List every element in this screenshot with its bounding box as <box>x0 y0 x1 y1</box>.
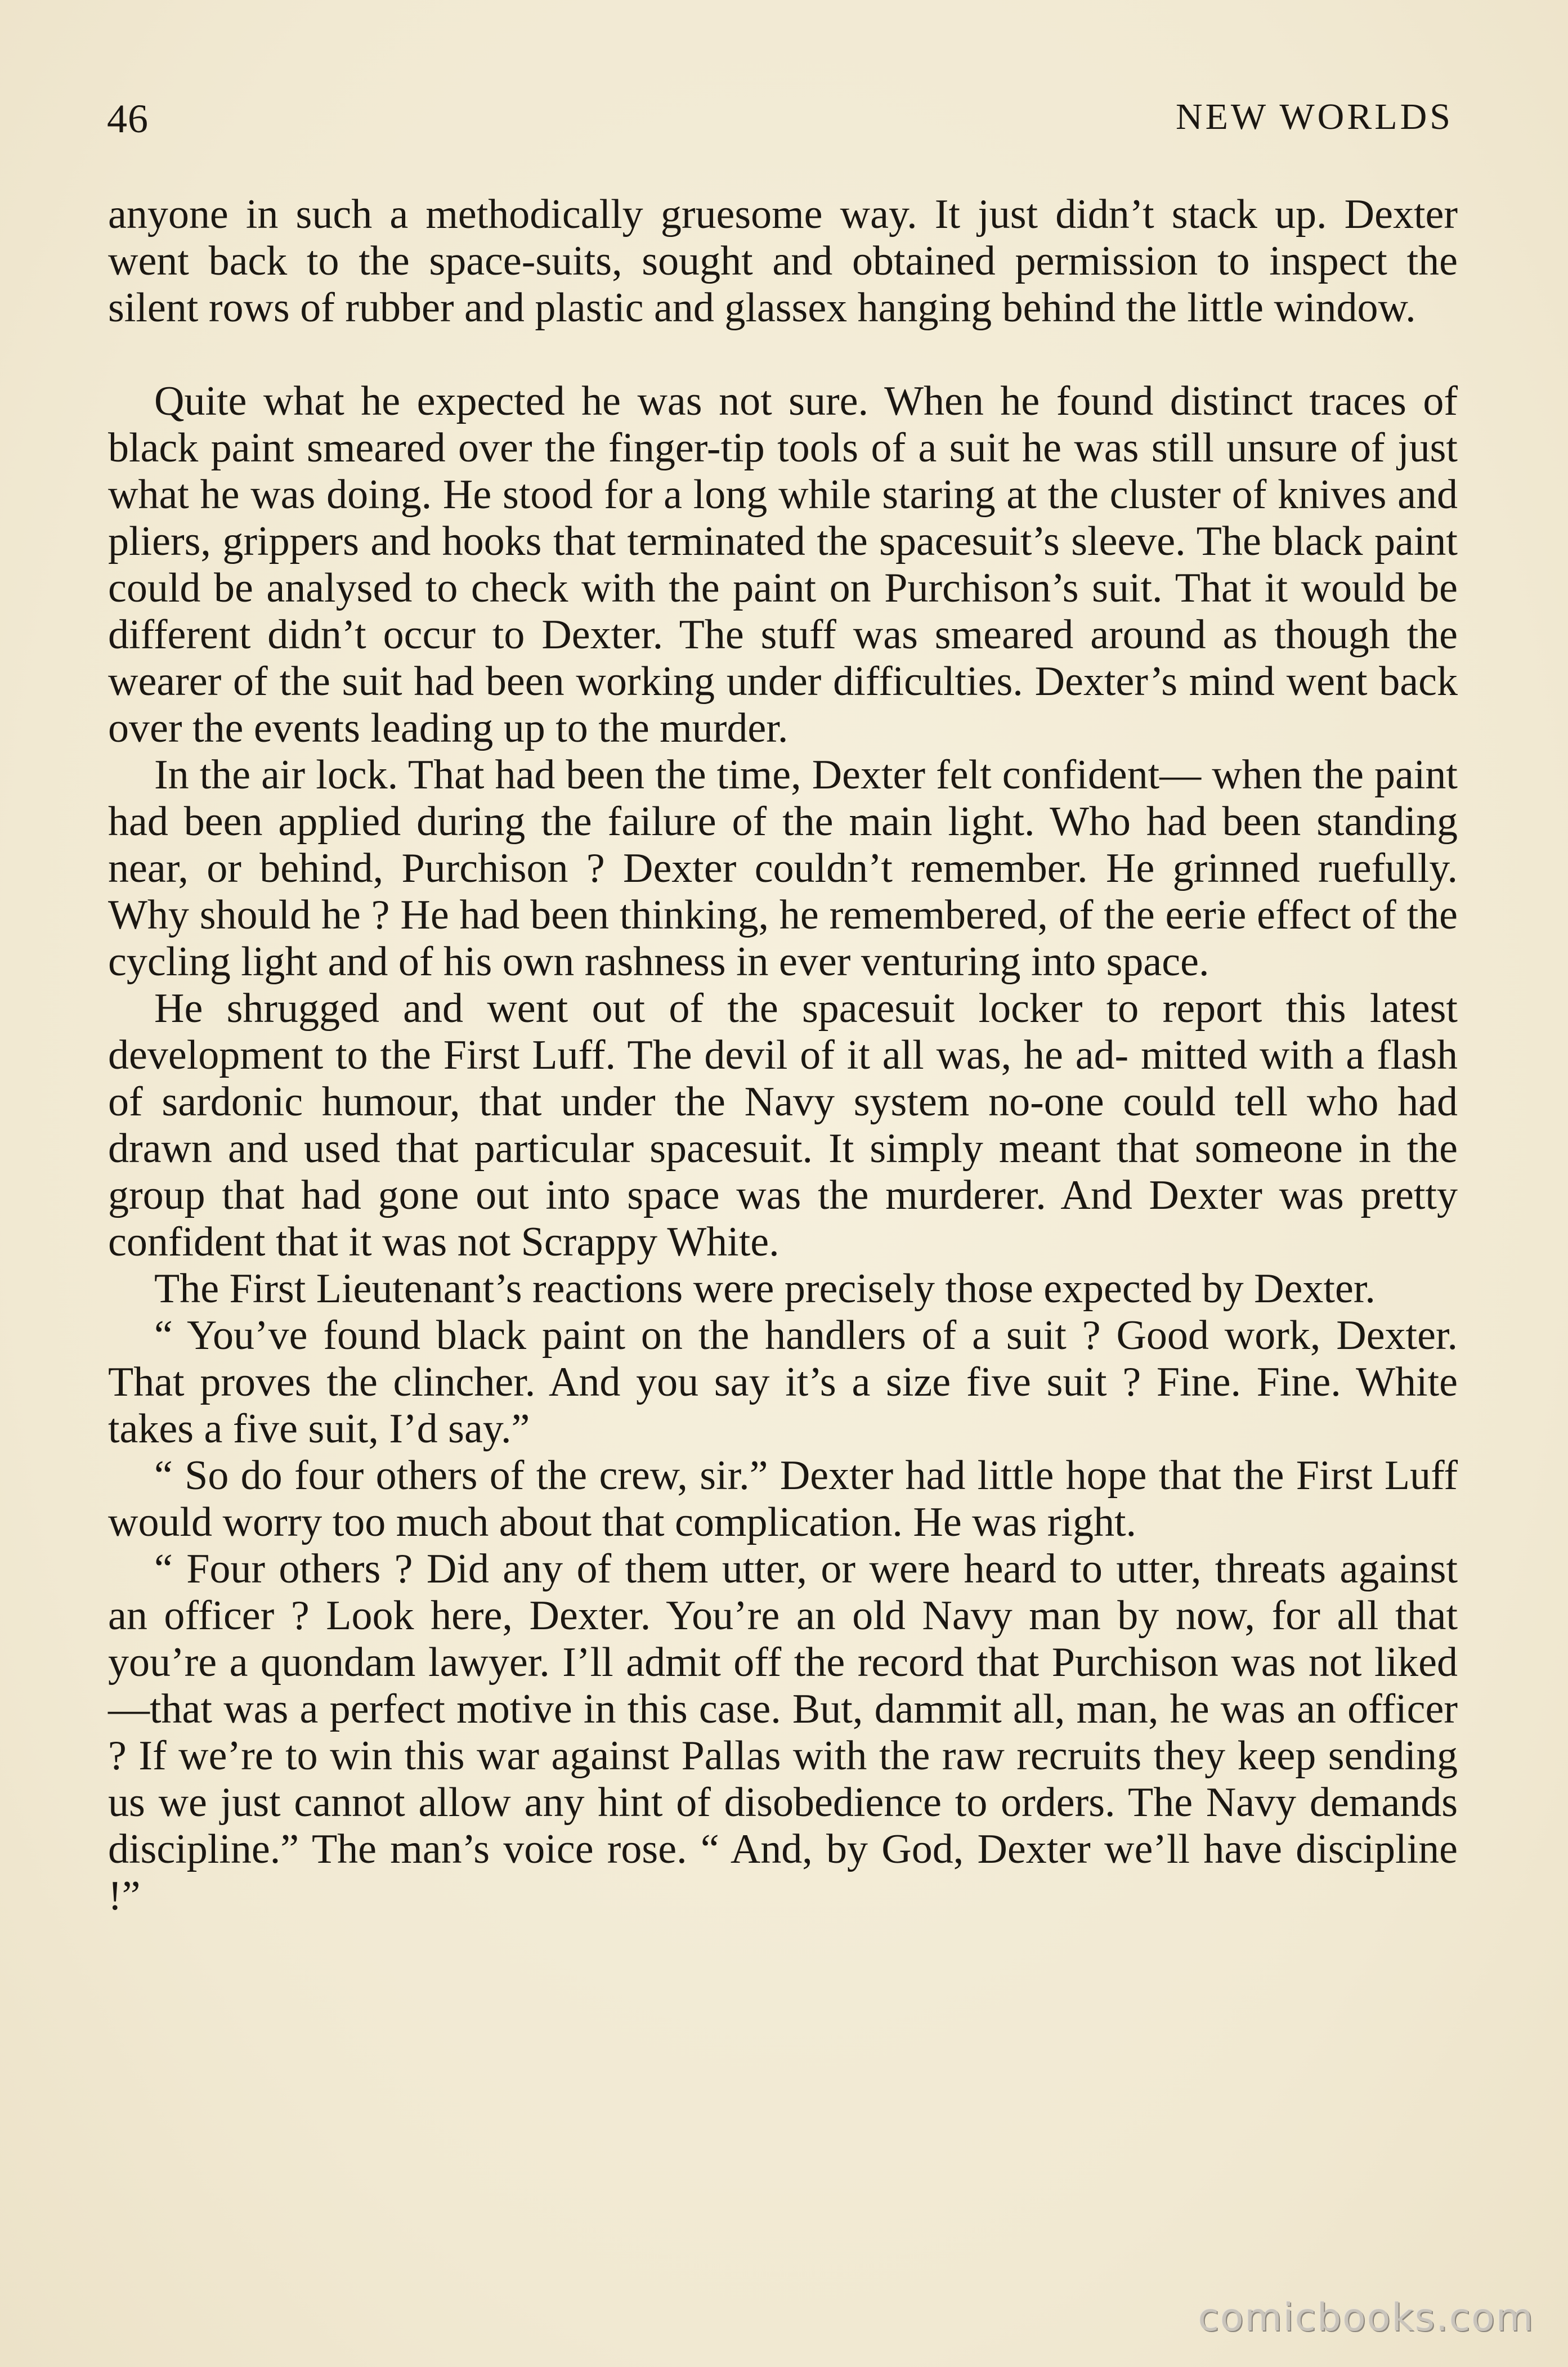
page-number: 46 <box>107 96 149 141</box>
paragraph-6: “ You’ve found black paint on the handlers of a suit ? Good work, Dexter. That proves the clincher. And you say it’s a size five suit ? Fine. Fine. White takes a five suit, I’d say.” <box>108 1312 1458 1452</box>
paragraph-4: He shrugged and went out of the spacesuit locker to report this latest development to the First Luff. The devil of it all was, he ad- mitted with a flash of sardonic humour, that under the Navy system no-one could tell who had drawn and used that particular spacesuit. It simply meant that someone in the group that had gone out into space was the murderer. And Dexter was pretty confident that it was not Scrappy White. <box>108 985 1458 1265</box>
paragraph-7: “ So do four others of the crew, sir.” Dexter had little hope that the First Luff would worry too much about that complication. He was right. <box>108 1453 1458 1545</box>
paragraph-5: The First Lieutenant’s reactions were precisely those expected by Dexter. <box>154 1266 1376 1312</box>
watermark: comicbooks.com <box>1198 2296 1534 2340</box>
paragraph-3: In the air lock. That had been the time, Dexter felt confident— when the paint had been applied during the failure of the main light. Who had been standing near, or behind, Purchison ? Dexter couldn’t remember. He grinned ruefully. Why should he ? He had been thinking, he remembered, of the eerie effect of the cycling light and of his own rashness in ever venturing into space. <box>108 752 1458 985</box>
body-text <box>108 191 1458 1920</box>
paragraph-2: Quite what he expected he was not sure. When he found distinct traces of black paint smeared over the finger-tip tools of a suit he was still unsure of just what he was doing. He stood for a long while staring at the cluster of knives and pliers, grippers and hooks that terminated the spacesuit’s sleeve. The black paint could be analysed to check with the paint on Purchison’s suit. That it would be different didn’t occur to Dexter. The stuff was smeared around as though the wearer of the suit had been working under difficulties. Dexter’s mind went back over the events leading up to the murder. <box>108 378 1458 751</box>
paragraph-8: “ Four others ? Did any of them utter, or were heard to utter, threats against an officer ? Look here, Dexter. You’re an old Navy man by now, for all that you’re a quondam lawyer. I’ll admit off the record that Purchison was not liked—that was a perfect motive in this case. But, dammit all, man, he was an officer ? If we’re to win this war against Pallas with the raw recruits they keep sending us we just cannot allow any hint of disobedience to orders. The Navy demands discipline.” The man’s voice rose. “ And, by God, Dexter we’ll have discipline !” <box>108 1546 1458 1919</box>
page-header <box>107 96 1453 158</box>
paragraph-1: anyone in such a methodically gruesome way. It just didn’t stack up. Dexter went back to the space-suits, sought and obtained permission to inspect the silent rows of rubber and plastic and glassex hanging behind the little window. <box>108 191 1458 331</box>
running-head: NEW WORLDS <box>1175 96 1453 137</box>
